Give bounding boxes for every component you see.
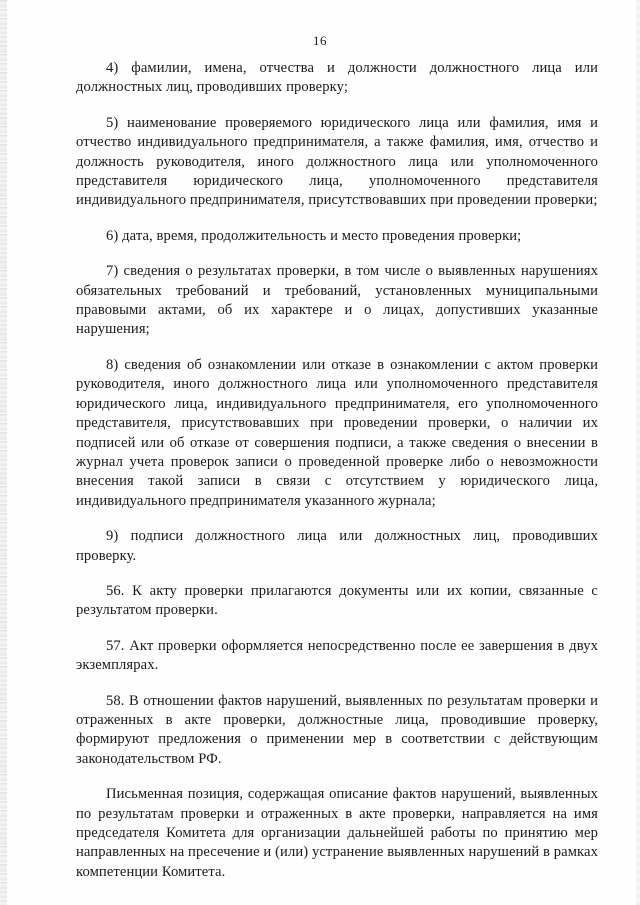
page-number: 16 — [313, 33, 327, 48]
paragraph-clause-56: 56. К акту проверки прилагаются документы или их копии, связанные с результатом проверки. — [76, 582, 598, 619]
paragraph-item-4: 4) фамилии, имена, отчества и должности должностного лица или должностных лиц, проводивших проверку; — [76, 60, 598, 96]
paragraph-item-9: 9) подписи должностного лица или должностных лиц, проводивших проверку. — [76, 528, 598, 564]
document-body — [76, 59, 598, 896]
scan-edge-left — [0, 0, 7, 905]
paragraph-written-position: Письменная позиция, содержащая описание фактов нарушений, выявленных по результатам проверки и отраженных в акте проверки, направляется на имя председателя Комитета для организации дальнейшей работы по принятию мер направленных на пресечение и (или) устранение выявленных нарушений в рамках компетенции Комитета. — [76, 786, 598, 880]
paragraph-item-8: 8) сведения об ознакомлении или отказе в ознакомлении с актом проверки руководителя, иного должностного лица или уполномоченного представителя юридического лица, индивидуального предпринимателя, его уполномоченного представителя, присутствовавших при проведении проверки, о наличии их подписей или об отказе от совершения подписи, а также сведения о внесении в журнал учета проверок записи о проведенной проверке либо о невозможности внесения такой записи в связи с отсутствием у юридического лица, индивидуального предпринимателя указанного журнала; — [76, 356, 598, 509]
paragraph-item-7: 7) сведения о результатах проверки, в том числе о выявленных нарушениях обязательных требований и требований, установленных муниципальными правовыми актами, об их характере и о лицах, допустивших указанные нарушения; — [76, 263, 598, 338]
paragraph-item-6: 6) дата, время, продолжительность и место проведения проверки; — [106, 227, 522, 244]
paragraph-clause-58: 58. В отношении фактов нарушений, выявленных по результатам проверки и отраженных в акте проверки, должностные лица, проводившие проверку, формируют предложения о применении мер в соответствии с действующим законодательством РФ. — [76, 692, 598, 767]
paragraph-item-5: 5) наименование проверяемого юридического лица или фамилия, имя и отчество индивидуального предпринимателя, а также фамилия, имя, отчество и должность руководителя, иного должностного лица или уполномоченного представителя юридического лица, уполномоченного представителя индивидуального предпринимателя, присутствовавших при проведении проверки; — [76, 114, 598, 209]
paragraph-clause-57: 57. Акт проверки оформляется непосредственно после ее завершения в двух экземплярах. — [76, 637, 598, 674]
scan-edge-right — [636, 0, 640, 905]
